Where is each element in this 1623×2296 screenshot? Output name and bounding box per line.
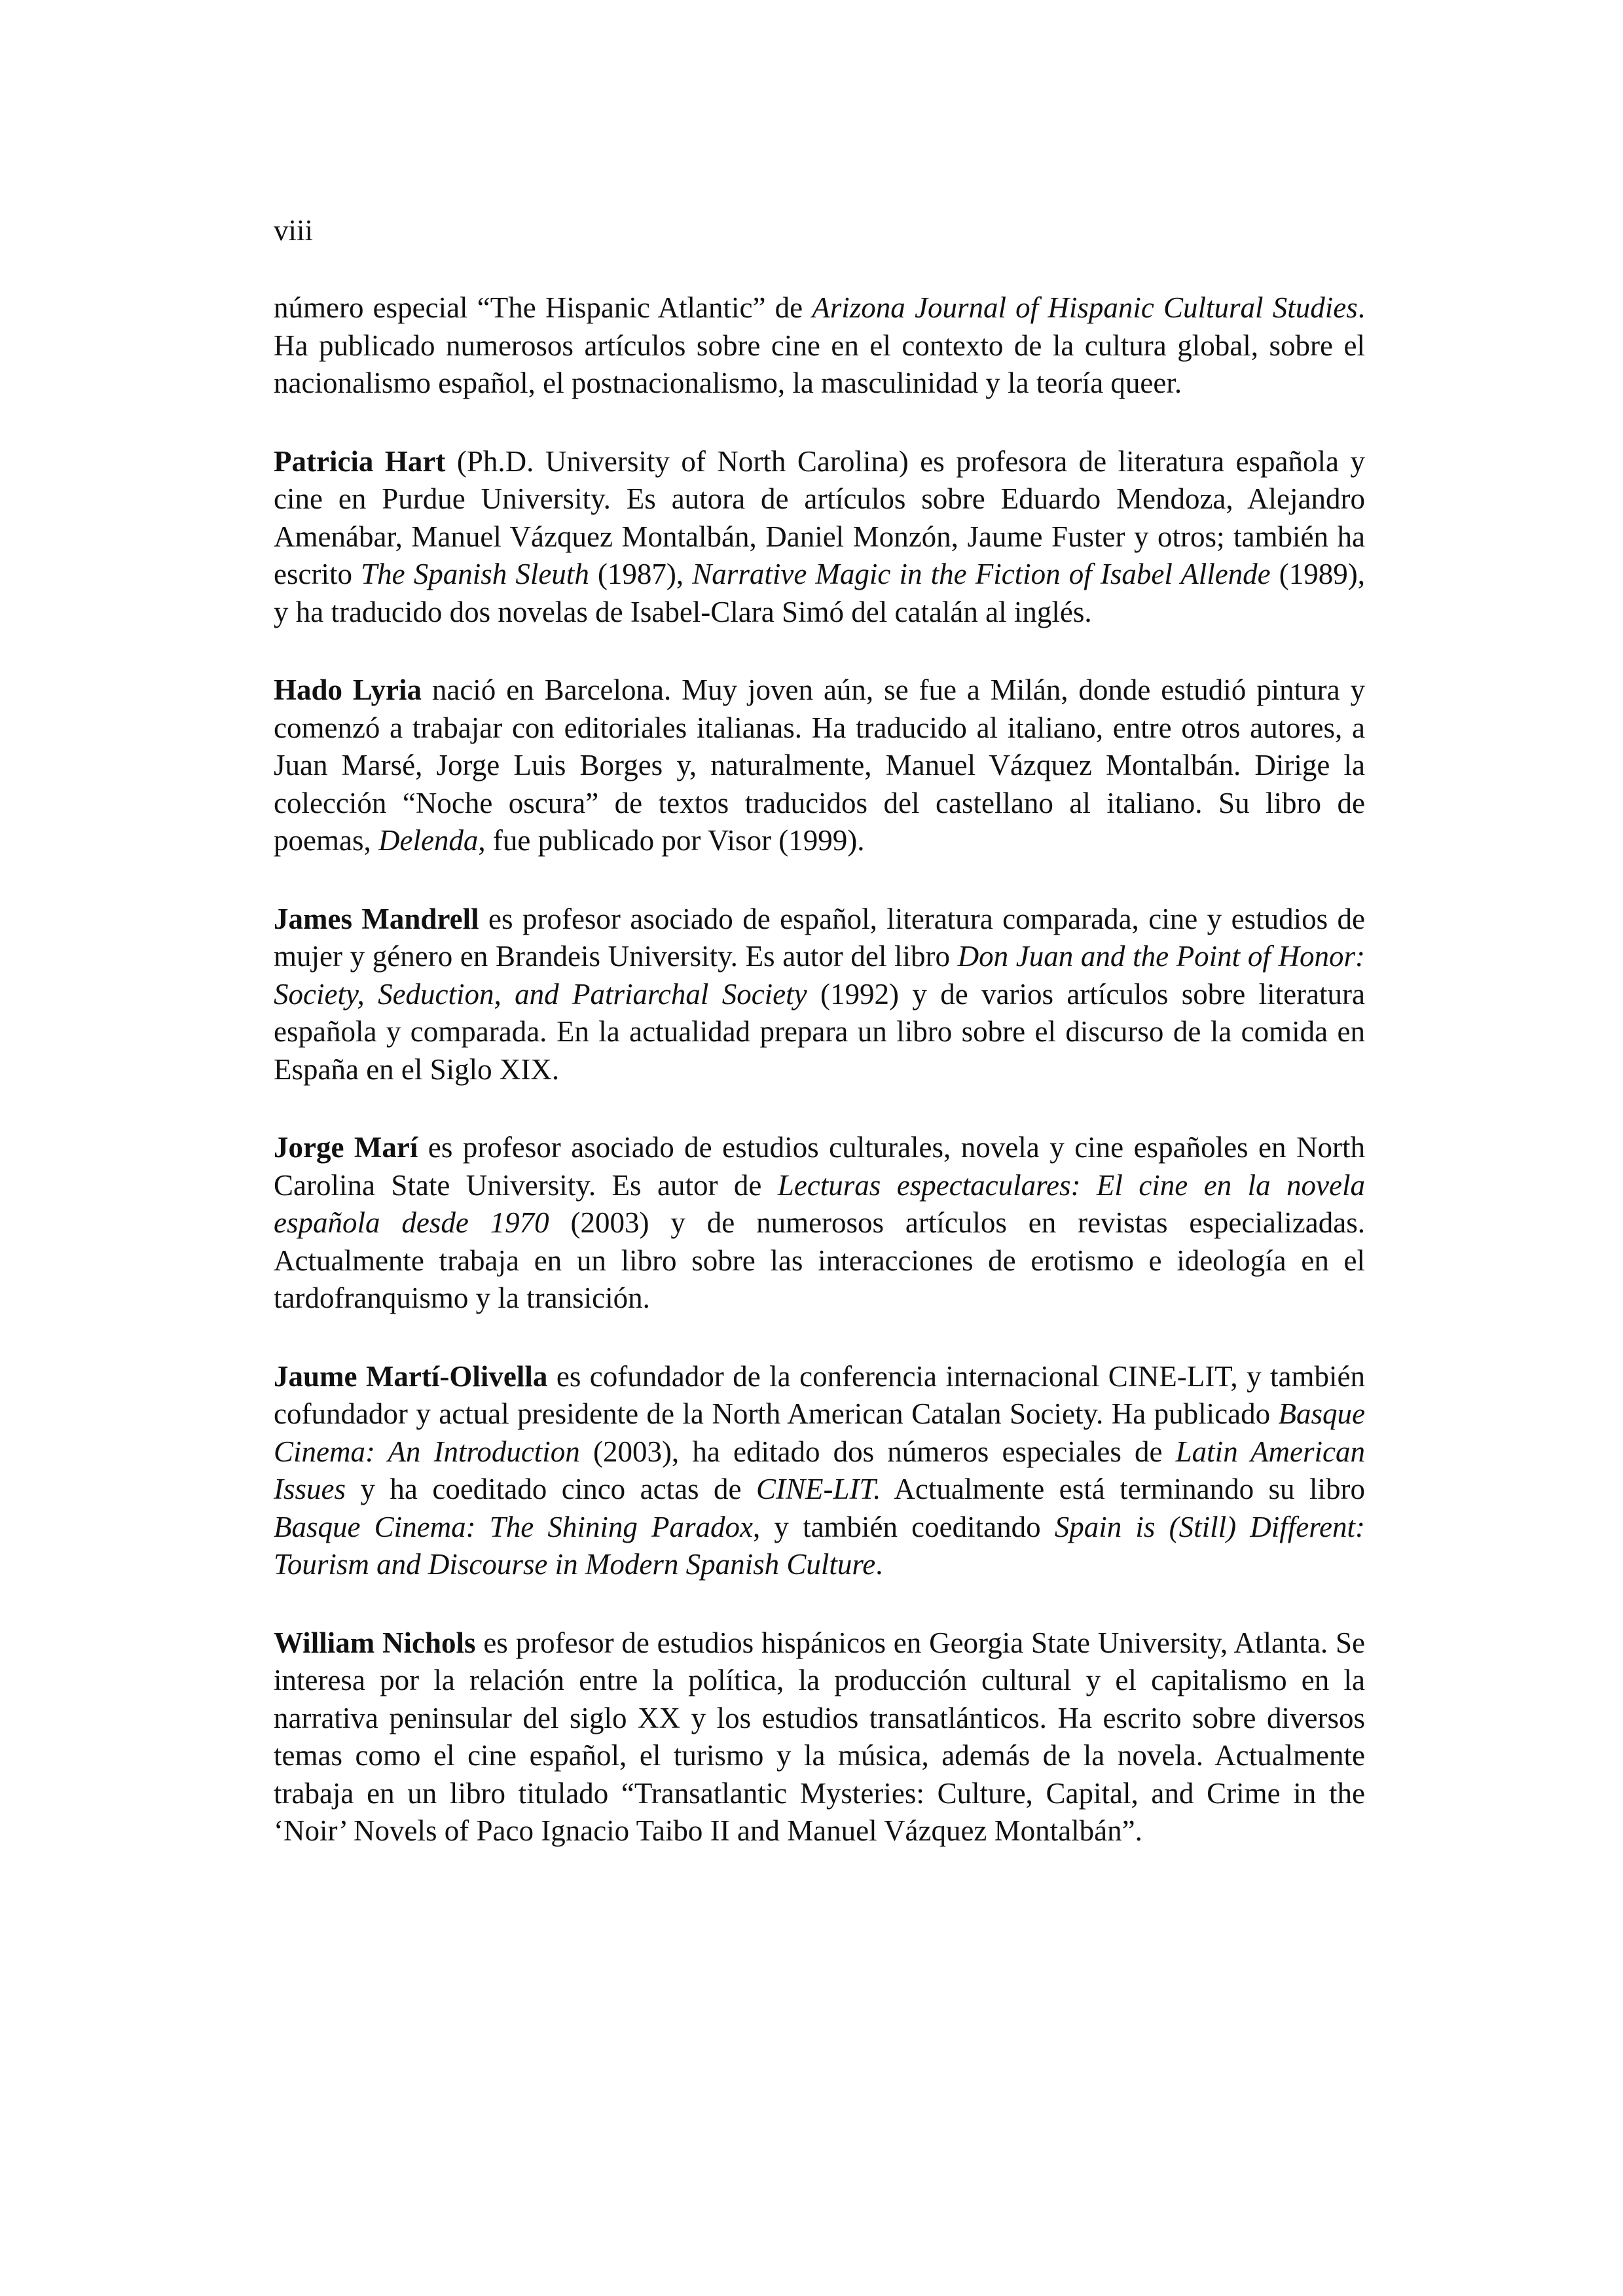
- entry-text: .: [875, 1548, 883, 1581]
- contributor-entry-james-mandrell: [274, 901, 1365, 1089]
- entry-text: es cofundador de la conferencia internacional CINE-LIT, y también cofundador y actual presidente de la North American Catalan Society. Ha publicado: [274, 1359, 1366, 1430]
- contributor-name: Hado Lyria: [274, 673, 422, 706]
- entry-text: es profesor asociado de español, literatura comparada, cine y estudios de mujer y género en Brandeis University. Es autor del libro: [274, 902, 1366, 973]
- entry-text: (2003), ha editado dos números especiales de: [579, 1435, 1176, 1468]
- contributor-entry-william-nichols: [274, 1624, 1365, 1850]
- contributors-list: [274, 289, 1365, 1891]
- entry-text: , fue publicado por Visor (1999).: [478, 824, 865, 857]
- contributor-name: William Nichols: [274, 1626, 476, 1659]
- work-title: Latin American Issues: [274, 1435, 1365, 1505]
- contributor-name: Patricia Hart: [274, 444, 446, 478]
- entry-text: (1992) y de varios artículos sobre literatura española y comparada. En la actualidad prepara un libro sobre el discurso de la comida en España en el Siglo XIX.: [274, 977, 1365, 1086]
- contributor-entry-continuation: [274, 289, 1365, 403]
- contributor-entry-patricia-hart: [274, 443, 1365, 632]
- page-number: viii: [274, 214, 314, 247]
- work-title: Arizona Journal of Hispanic Cultural Studies: [812, 291, 1358, 324]
- contributor-name: James Mandrell: [274, 902, 479, 935]
- work-title: Basque Cinema: The Shining Paradox: [274, 1510, 754, 1543]
- entry-text: (Ph.D. University of North Carolina) es profesora de literatura española y cine en Purdue University. Es autora de artículos sobre Eduardo Mendoza, Alejandro Amenábar, Manuel Vázquez Montalbán, Daniel Monzón, Jaume Fuster y otros; también ha escrito: [274, 444, 1365, 590]
- entry-text: es profesor de estudios hispánicos en Georgia State University, Atlanta. Se interesa por la relación entre la política, la producción cultural y el capitalismo en la narrativa peninsular del siglo XX y los estudios transatlánticos. Ha escrito sobre diversos temas como el cine español, el turismo y la música, además de la novela. Actualmente trabaja en un libro titulado “Transatlantic Mysteries: Culture, Capital, and Crime in the ‘Noir’ Novels of Paco Ignacio Taibo II and Manuel Vázquez Montalbán”.: [274, 1626, 1365, 1847]
- contributor-entry-jorge-mari: [274, 1129, 1365, 1318]
- work-title: Spain is (Still) Different: Tourism and Discourse in Modern Spanish Culture: [274, 1510, 1365, 1581]
- entry-text: Actualmente está terminando su libro: [881, 1473, 1365, 1505]
- entry-text: (2003) y de numerosos artículos en revistas especializadas. Actualmente trabaja en un libro sobre las interacciones de erotismo e ideología en el tardofranquismo y la transición.: [274, 1206, 1365, 1314]
- work-title: Lecturas espectaculares: El cine en la novela española desde 1970: [274, 1168, 1366, 1239]
- work-title: Narrative Magic in the Fiction of Isabel Allende: [692, 558, 1271, 590]
- work-title: Delenda: [378, 824, 479, 857]
- entry-text: (1989), y ha traducido dos novelas de Isabel-Clara Simó del catalán al inglés.: [274, 558, 1365, 628]
- entry-text: , y también coeditando: [753, 1510, 1055, 1543]
- work-title: Don Juan and the Point of Honor: Society, Seduction, and Patriarchal Society: [274, 940, 1365, 1011]
- work-title: CINE-LIT.: [756, 1473, 881, 1505]
- entry-text: (1987),: [589, 558, 693, 590]
- entry-text: . Ha publicado numerosos artículos sobre cine en el contexto de la cultura global, sobre el nacionalismo español, el postnacionalismo, la masculinidad y la teoría queer.: [274, 291, 1365, 399]
- contributor-entry-jaume-marti-olivella: [274, 1358, 1365, 1584]
- entry-text: nació en Barcelona. Muy joven aún, se fue a Milán, donde estudió pintura y comenzó a trabajar con editoriales italianas. Ha traducido al italiano, entre otros autores, a Juan Marsé, Jorge Luis Borges y, naturalmente, Manuel Vázquez Montalbán. Dirige la colección “Noche oscura” de textos traducidos del castellano al italiano. Su libro de poemas,: [274, 673, 1365, 857]
- entry-text: número especial “The Hispanic Atlantic” de: [274, 291, 812, 324]
- contributor-name: Jorge Marí: [274, 1131, 418, 1164]
- contributor-name: Jaume Martí-Olivella: [274, 1359, 548, 1393]
- work-title: Basque Cinema: An Introduction: [274, 1397, 1365, 1468]
- work-title: The Spanish Sleuth: [361, 558, 589, 590]
- entry-text: y ha coeditado cinco actas de: [346, 1473, 756, 1505]
- contributor-entry-hado-lyria: [274, 672, 1365, 860]
- entry-text: es profesor asociado de estudios culturales, novela y cine españoles en North Carolina State University. Es autor de: [274, 1131, 1365, 1202]
